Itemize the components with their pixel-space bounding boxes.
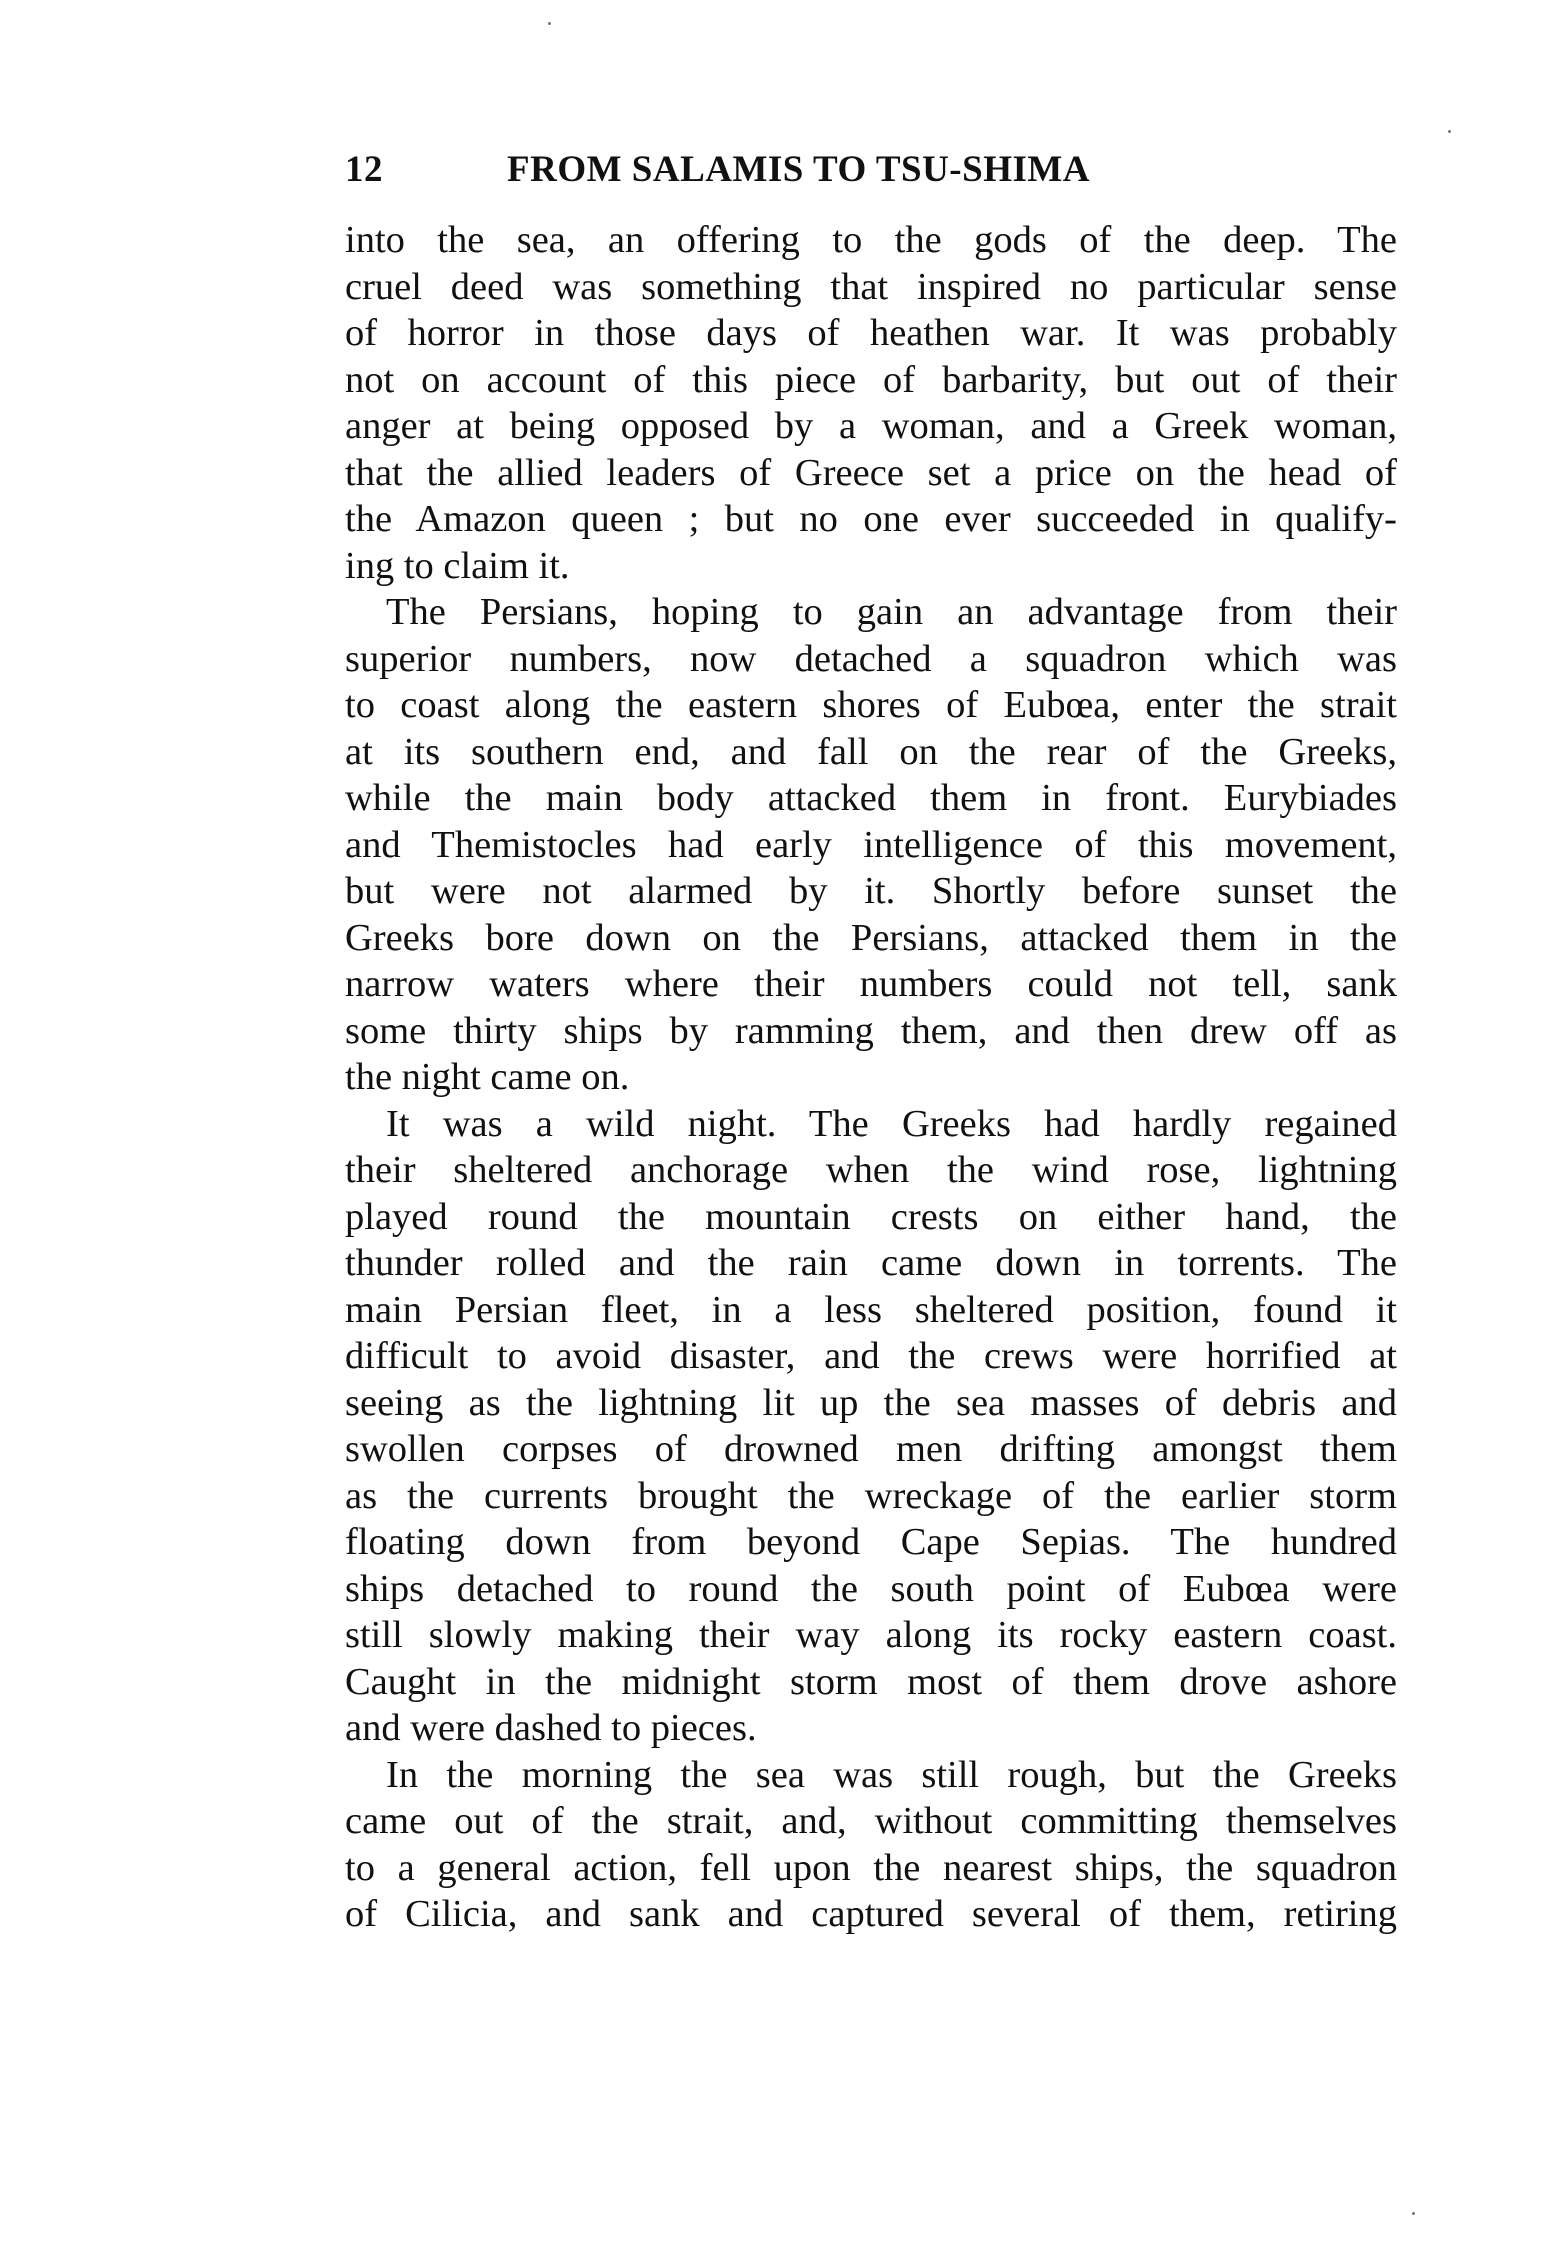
text-line: seeing as the lightning lit up the sea masses of debris and — [345, 1381, 1397, 1424]
page-number: 12 — [345, 149, 383, 190]
text-line: as the currents brought the wreckage of the earlier storm — [345, 1474, 1397, 1517]
text-line: the Amazon queen ; but no one ever succeeded in qualify- — [345, 498, 1397, 540]
text-line: ing to claim it. — [345, 544, 570, 587]
text-line: of horror in those days of heathen war. It was probably — [345, 312, 1397, 354]
text-line: anger at being opposed by a woman, and a Greek woman, — [345, 405, 1397, 447]
paragraph — [345, 1752, 1397, 1938]
text-line: not on account of this piece of barbarity, but out of their — [345, 358, 1397, 401]
page-header — [345, 148, 1397, 194]
paragraph — [345, 589, 1397, 1101]
text-line: thunder rolled and the rain came down in torrents. The — [345, 1242, 1397, 1284]
text-line: and were dashed to pieces. — [345, 1707, 757, 1749]
text-line: came out of the strait, and, without committing themselves — [345, 1800, 1397, 1842]
text-line: to a general action, fell upon the nearest ships, the squadron — [345, 1846, 1397, 1889]
text-line: superior numbers, now detached a squadron which was — [345, 637, 1397, 680]
text-line: to coast along the eastern shores of Eubœa, enter the strait — [345, 684, 1397, 726]
text-line: played round the mountain crests on either hand, the — [345, 1195, 1397, 1238]
text-line: It was a wild night. The Greeks had hardly regained — [386, 1102, 1397, 1145]
paragraph — [345, 217, 1397, 589]
text-line: of Cilicia, and sank and captured several of them, retiring — [345, 1893, 1397, 1935]
paragraph — [345, 1101, 1397, 1752]
text-line: that the allied leaders of Greece set a price on the head of — [345, 451, 1397, 494]
text-line: swollen corpses of drowned men drifting amongst them — [345, 1428, 1397, 1470]
text-line: narrow waters where their numbers could not tell, sank — [345, 963, 1397, 1005]
scan-speck — [1412, 2212, 1415, 2215]
text-line: but were not alarmed by it. Shortly before sunset the — [345, 870, 1397, 912]
text-line: Caught in the midnight storm most of them drove ashore — [345, 1660, 1397, 1703]
text-line: still slowly making their way along its rocky eastern coast. — [345, 1614, 1397, 1656]
scan-speck — [548, 22, 551, 25]
running-title: FROM SALAMIS TO TSU-SHIMA — [507, 149, 1091, 190]
text-line: into the sea, an offering to the gods of the deep. The — [345, 219, 1397, 261]
text-line: difficult to avoid disaster, and the crews were horrified at — [345, 1335, 1397, 1377]
body-text — [345, 217, 1397, 1938]
text-line: main Persian fleet, in a less sheltered position, found it — [345, 1288, 1397, 1331]
text-line: their sheltered anchorage when the wind rose, lightning — [345, 1149, 1397, 1191]
text-line: while the main body attacked them in front. Eurybiades — [345, 777, 1397, 819]
text-line: Greeks bore down on the Persians, attacked them in the — [345, 916, 1397, 959]
text-line: and Themistocles had early intelligence of this movement, — [345, 823, 1397, 866]
text-line: some thirty ships by ramming them, and then drew off as — [345, 1009, 1397, 1052]
text-line: at its southern end, and fall on the rear of the Greeks, — [345, 730, 1397, 773]
text-line: The Persians, hoping to gain an advantage from their — [386, 591, 1397, 633]
text-line: the night came on. — [345, 1056, 630, 1098]
text-line: ships detached to round the south point of Eubœa were — [345, 1567, 1397, 1610]
text-line: In the morning the sea was still rough, but the Greeks — [386, 1753, 1397, 1796]
text-line: cruel deed was something that inspired no particular sense — [345, 265, 1397, 308]
scan-speck — [1448, 130, 1451, 133]
text-line: floating down from beyond Cape Sepias. The hundred — [345, 1521, 1397, 1563]
